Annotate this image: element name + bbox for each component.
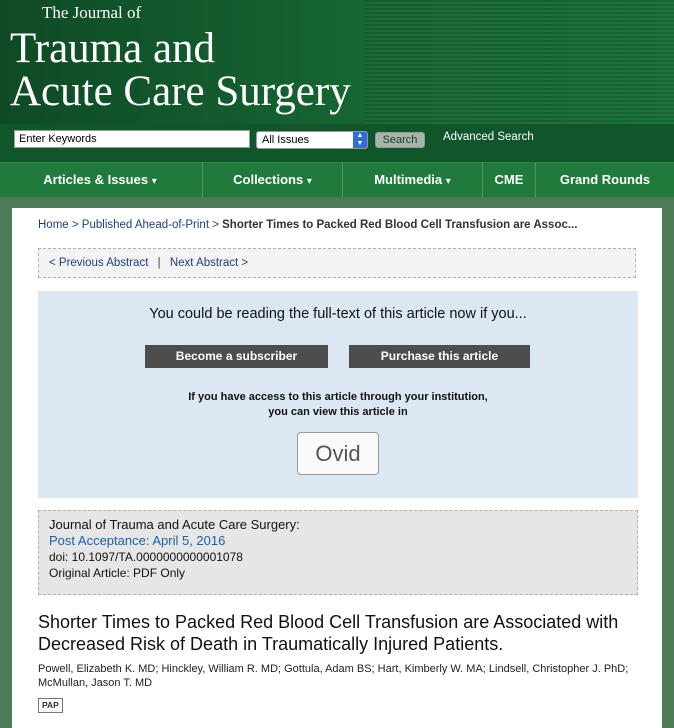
article-title: Shorter Times to Packed Red Blood Cell Transfusion are Associated with Decreased Risk of Death in Traumatically Injured Patients. <box>38 612 619 654</box>
meta-post-acceptance[interactable]: Post Acceptance: April 5, 2016 <box>49 533 226 548</box>
issue-select-value: All Issues <box>262 134 310 146</box>
breadcrumb-home[interactable]: Home <box>38 219 69 231</box>
nav-multimedia[interactable] <box>343 163 482 197</box>
access-title: You could be reading the full-text of this article now if you... <box>149 306 527 322</box>
nav-collections-label: Collections <box>233 172 304 187</box>
next-abstract-link[interactable]: Next Abstract > <box>169 257 249 269</box>
institution-access-text <box>38 390 638 420</box>
search-button[interactable]: Search <box>375 132 425 148</box>
nav-cme-label: CME <box>494 172 524 187</box>
purchase-article-button[interactable]: Purchase this article <box>349 345 530 368</box>
main-nav <box>0 162 674 197</box>
breadcrumb-current: Shorter Times to Packed Red Blood Cell Transfusion are Assoc... <box>222 219 578 231</box>
breadcrumb-section[interactable]: Published Ahead-of-Print <box>81 219 210 231</box>
issue-select[interactable] <box>256 131 368 149</box>
breadcrumb-sep: > <box>209 219 223 231</box>
journal-title-prefix: The Journal of <box>42 3 142 22</box>
masthead-texture <box>364 0 674 124</box>
breadcrumb <box>38 219 577 231</box>
nav-collections[interactable] <box>203 163 342 197</box>
become-subscriber-button[interactable]: Become a subscriber <box>145 345 328 368</box>
nav-grand-rounds[interactable] <box>536 163 674 197</box>
meta-journal-name: Journal of Trauma and Acute Care Surgery: <box>49 517 300 532</box>
nav-cme[interactable] <box>483 163 535 197</box>
article-authors: Powell, Elizabeth K. MD; Hinckley, William R. MD; Gottula, Adam BS; Hart, Kimberly W. MA; Lindsell, Christopher J. PhD; McMullan, Jason T. MD <box>38 663 629 689</box>
ovid-button[interactable]: Ovid <box>297 432 379 475</box>
nav-multimedia-label: Multimedia <box>374 172 443 187</box>
advanced-search-link[interactable]: Advanced Search <box>443 131 534 143</box>
meta-article-type: Original Article: PDF Only <box>49 566 186 580</box>
nav-grand-rounds-label: Grand Rounds <box>559 172 651 187</box>
chevron-down-icon: ▾ <box>151 176 157 187</box>
select-arrows-icon: ▲ ▼ <box>353 132 367 148</box>
previous-abstract-link[interactable]: < Previous Abstract <box>49 257 149 269</box>
chevron-down-icon: ▾ <box>306 176 312 187</box>
abstract-pager <box>38 248 636 278</box>
pap-badge: PAP <box>38 698 63 713</box>
pager-separator: | <box>157 257 161 269</box>
chevron-down-icon: ▾ <box>445 176 451 187</box>
nav-articles-label: Articles & Issues <box>43 172 149 187</box>
institution-line2: you can view this article in <box>268 406 408 418</box>
keyword-input[interactable] <box>14 130 250 148</box>
meta-doi: doi: 10.1097/TA.0000000000001078 <box>49 550 243 564</box>
article-meta <box>38 510 638 595</box>
institution-line1: If you have access to this article through your institution, <box>188 391 488 403</box>
breadcrumb-sep: > <box>68 219 82 231</box>
nav-articles-issues[interactable] <box>28 163 172 197</box>
journal-title-line1: Trauma and <box>10 25 216 72</box>
journal-title-line2: Acute Care Surgery <box>10 68 351 115</box>
